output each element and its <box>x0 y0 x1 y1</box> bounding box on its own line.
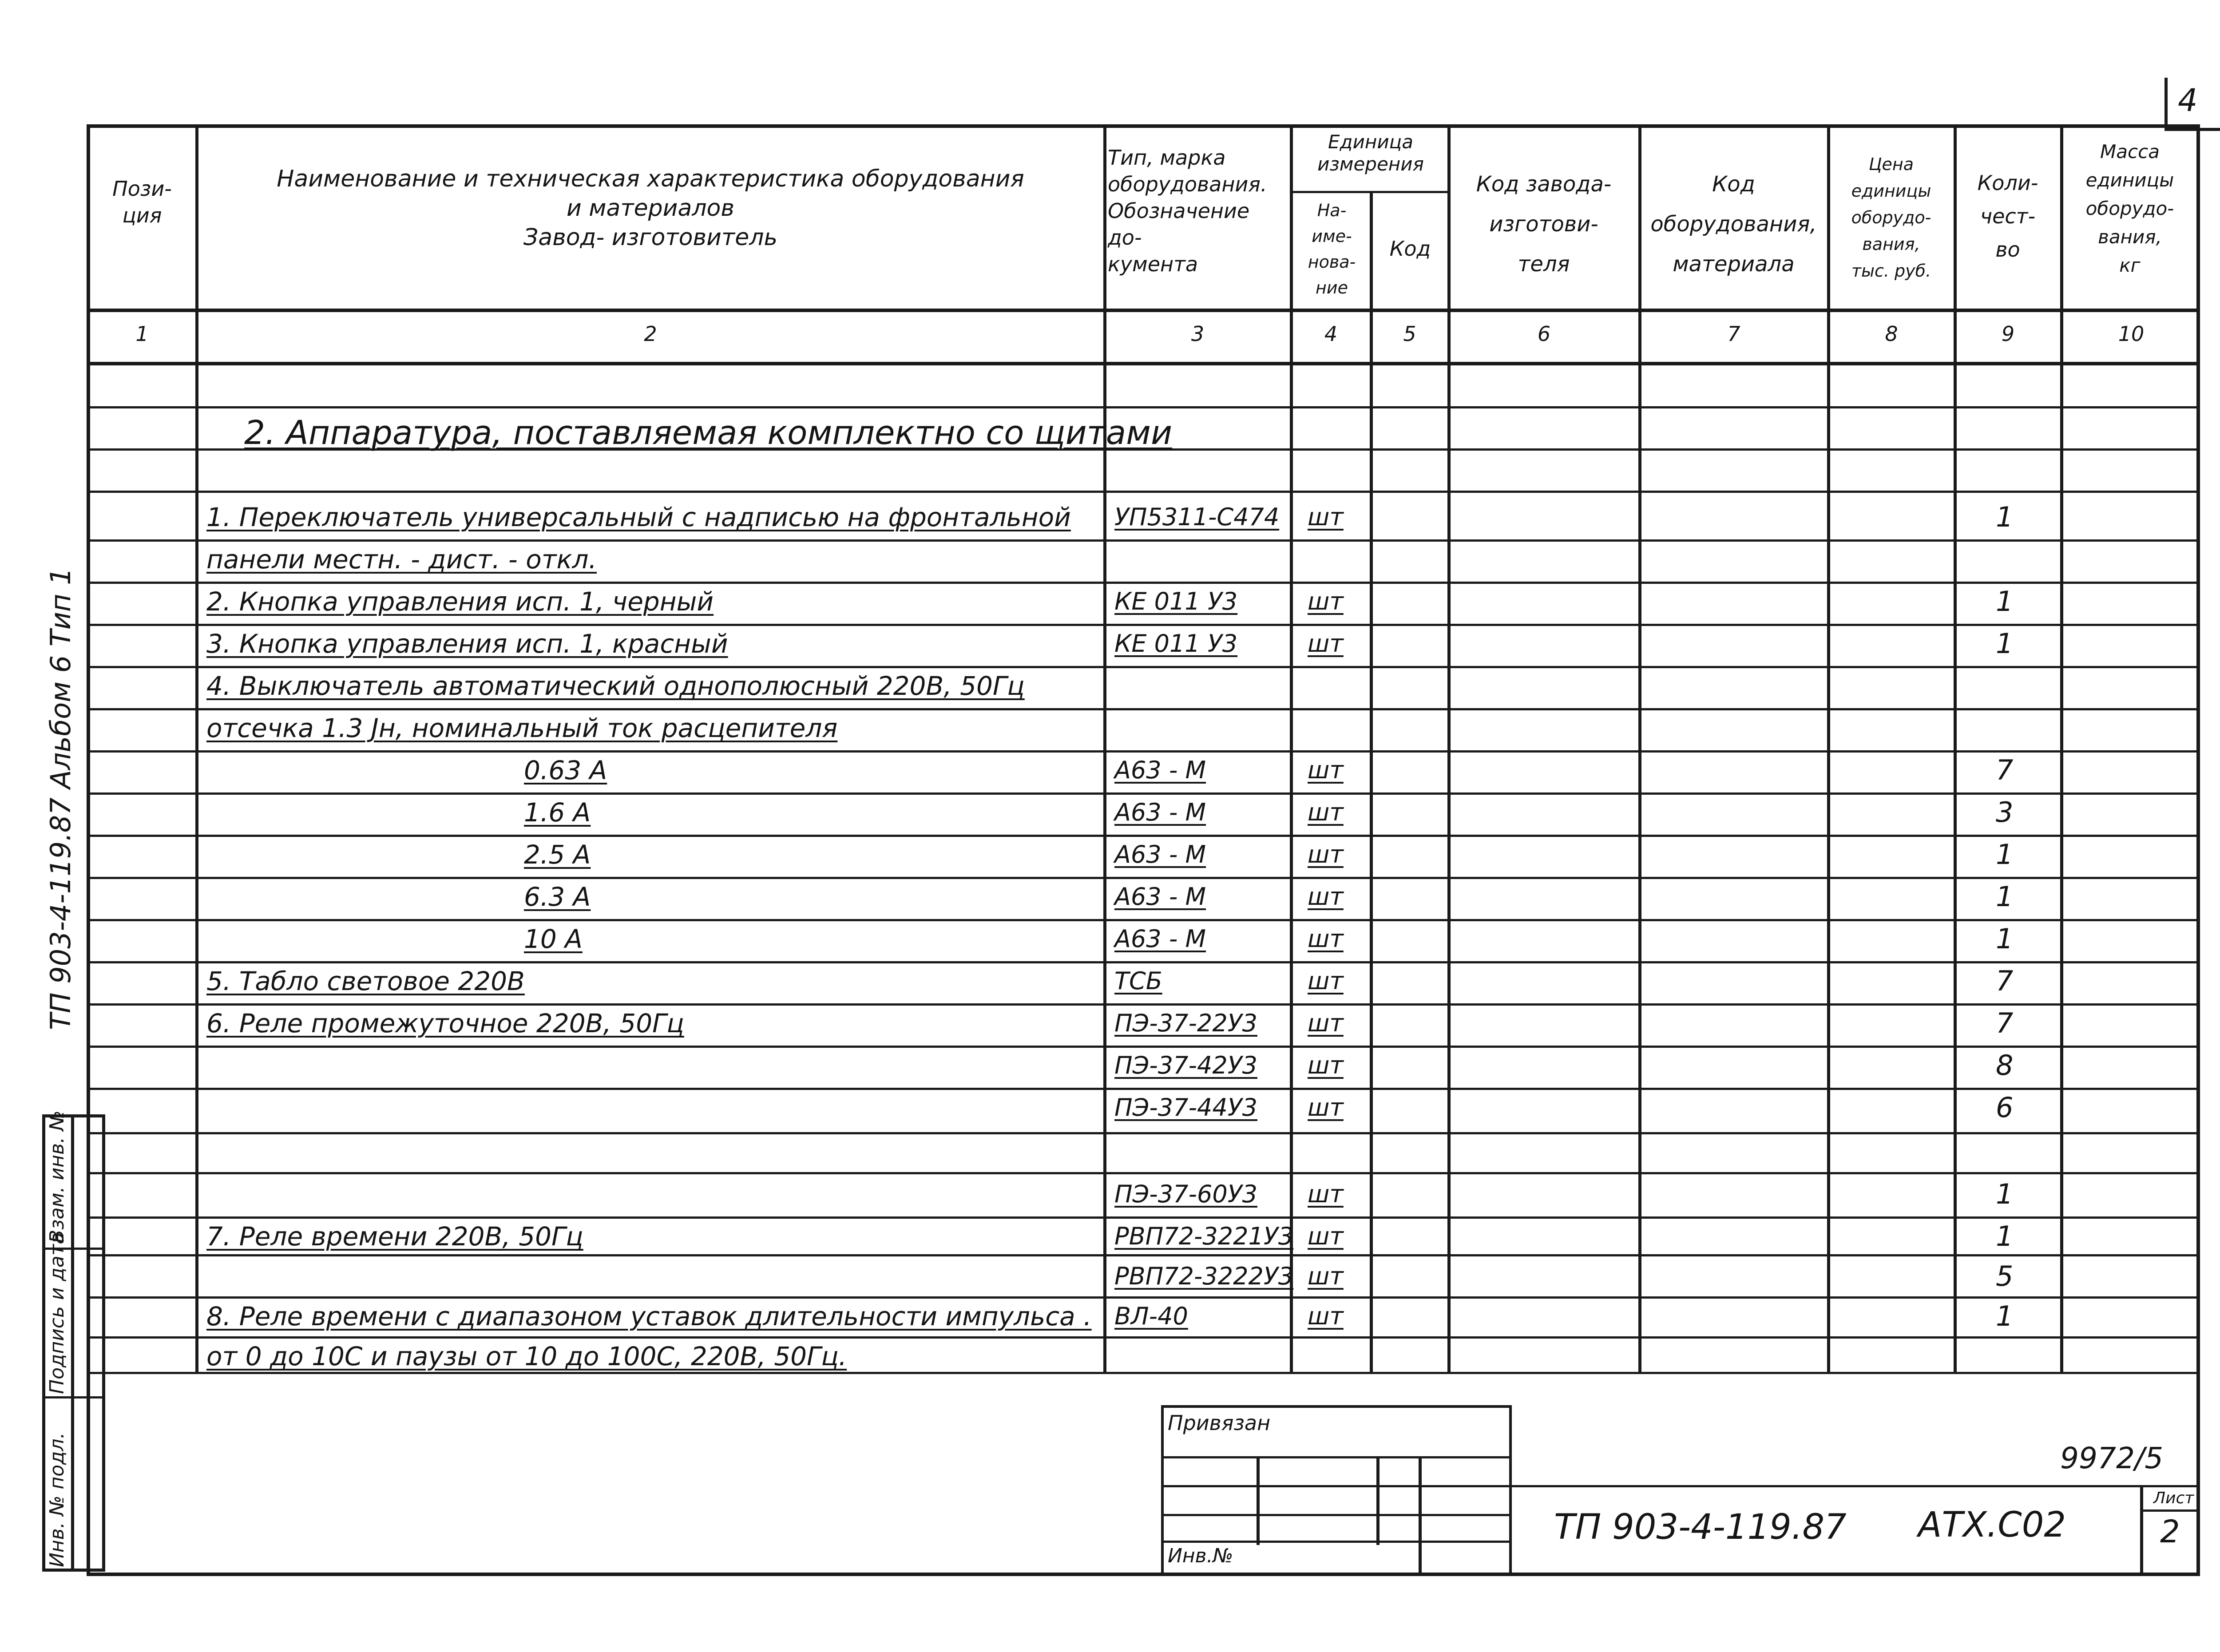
colnum-4: 4 <box>1324 322 1338 346</box>
side-document-label: ТП 903-4-119.87 Альбом 6 Тип 1 <box>44 567 77 1030</box>
header-plant-code: Код завода- изготови- теля <box>1476 172 1612 277</box>
archive-code: 9972/5 <box>2060 1441 2164 1475</box>
row-quantity: 1 <box>1996 880 2014 913</box>
row-name: 6. Реле промежуточное 220В, 50Гц <box>206 1008 684 1038</box>
row-name: 3. Кнопка управления исп. 1, красный <box>206 629 728 659</box>
colnum-3: 3 <box>1191 322 1205 346</box>
page-number: 4 <box>2178 82 2198 119</box>
row-divider <box>87 491 2200 493</box>
row-divider <box>87 1254 2200 1256</box>
row-unit: шт <box>1308 1262 1344 1290</box>
row-name: 4. Выключатель автоматический однополюсный 220В, 50Гц <box>206 671 1025 701</box>
inv-number-label: Инв.№ <box>1168 1545 1233 1567</box>
header-name: Наименование и техническая характеристика оборудования и материалов Завод- изготовитель <box>277 166 1024 251</box>
row-unit: шт <box>1308 1222 1344 1250</box>
row-name: 1.6 А <box>524 797 591 828</box>
row-unit: шт <box>1308 1180 1344 1208</box>
document-code: АТХ.С02 <box>1918 1505 2066 1545</box>
header-equipment-code: Код оборудования, материала <box>1650 172 1817 277</box>
row-unit: шт <box>1308 883 1344 911</box>
row-unit: шт <box>1308 1093 1344 1121</box>
row-name: 10 А <box>524 924 583 954</box>
row-name: 1. Переключатель универсальный с надписью на фронтальной <box>206 502 1071 532</box>
row-type: КЕ 011 У3 <box>1114 587 1238 615</box>
colnum-8: 8 <box>1885 322 1898 346</box>
row-name: 5. Табло световое 220В <box>206 966 525 996</box>
row-type: А63 - М <box>1114 840 1206 868</box>
row-type: А63 - М <box>1114 925 1206 953</box>
row-quantity: 7 <box>1996 754 2014 786</box>
row-unit: шт <box>1308 967 1344 995</box>
row-name: 8. Реле времени с диапазоном уставок длительности импульса . <box>206 1301 1092 1331</box>
row-unit: шт <box>1308 503 1344 531</box>
colnum-7: 7 <box>1727 322 1740 346</box>
row-divider <box>87 1172 2200 1174</box>
row-type: А63 - М <box>1114 798 1206 826</box>
header-price: Цена единицы оборудо- вания, тыс. руб. <box>1851 155 1931 281</box>
row-unit: шт <box>1308 1302 1344 1330</box>
stamp-podpis-data: Подпись и дата <box>46 1232 68 1394</box>
row-quantity: 3 <box>1996 796 2014 828</box>
row-type: А63 - М <box>1114 756 1206 784</box>
row-unit: шт <box>1308 1051 1344 1079</box>
header-position: Пози- ция <box>112 177 172 227</box>
header-unit-name: На- име- нова- ние <box>1308 201 1356 297</box>
row-quantity: 5 <box>1996 1260 2014 1292</box>
section-title: 2. Аппаратура, поставляемая комплектно со щитами <box>244 414 1173 452</box>
row-name: 6.3 А <box>524 882 591 912</box>
row-unit: шт <box>1308 840 1344 868</box>
row-type: А63 - М <box>1114 883 1206 911</box>
row-name: отсечка 1.3 Jн, номинальный ток расцепителя <box>206 713 838 743</box>
row-name: 2. Кнопка управления исп. 1, черный <box>206 586 714 617</box>
row-quantity: 1 <box>1996 1220 2014 1252</box>
row-divider <box>87 1132 2200 1134</box>
row-unit: шт <box>1308 756 1344 784</box>
row-name: панели местн. - дист. - откл. <box>206 544 597 574</box>
row-type: ПЭ-37-60У3 <box>1114 1180 1257 1208</box>
header-quantity: Коли- чест- во <box>1977 171 2038 261</box>
header-unit-code: Код <box>1389 237 1431 261</box>
privyazan-label: Привязан <box>1168 1411 1271 1435</box>
colnum-9: 9 <box>2001 322 2015 346</box>
row-name: 7. Реле времени 220В, 50Гц <box>206 1221 583 1252</box>
row-type: РВП72-3222У3 <box>1114 1262 1294 1290</box>
row-quantity: 7 <box>1996 965 2014 997</box>
row-quantity: 1 <box>1996 585 2014 618</box>
row-type: ТСБ <box>1114 967 1162 995</box>
header-unit: Единица измерения <box>1317 131 1424 175</box>
row-unit: шт <box>1308 630 1344 658</box>
row-quantity: 1 <box>1996 923 2014 955</box>
stamp-vzam-inv: Взам. инв. № <box>46 1110 68 1243</box>
colnum-5: 5 <box>1403 322 1416 346</box>
row-quantity: 1 <box>1996 501 2014 533</box>
row-quantity: 1 <box>1996 627 2014 660</box>
row-unit: шт <box>1308 798 1344 826</box>
row-quantity: 7 <box>1996 1007 2014 1039</box>
row-type: ПЭ-37-44У3 <box>1114 1093 1257 1121</box>
colnum-1: 1 <box>135 322 149 346</box>
row-quantity: 8 <box>1996 1049 2014 1082</box>
colnum-10: 10 <box>2118 322 2145 346</box>
header-mass: Масса единицы оборудо- вания, кг <box>2085 141 2174 276</box>
row-quantity: 1 <box>1996 1300 2014 1332</box>
row-unit: шт <box>1308 587 1344 615</box>
stamp-inv-podl: Инв. № подл. <box>46 1432 68 1567</box>
row-unit: шт <box>1308 1009 1344 1037</box>
row-name: 0.63 А <box>524 755 607 785</box>
row-type: УП5311-С474 <box>1114 503 1280 531</box>
sheet-number: 2 <box>2160 1513 2180 1550</box>
row-name: от 0 до 10С и паузы от 10 до 100С, 220В, 50Гц. <box>206 1341 847 1371</box>
sheet-label: Лист <box>2153 1489 2194 1507</box>
row-divider <box>87 406 2200 408</box>
document-number: ТП 903-4-119.87 <box>1554 1507 1847 1547</box>
colnum-6: 6 <box>1537 322 1551 346</box>
header-type: Тип, марка оборудования. Обозначение до- кумента <box>1108 146 1267 276</box>
row-quantity: 6 <box>1996 1091 2014 1124</box>
row-unit: шт <box>1308 925 1344 953</box>
row-type: КЕ 011 У3 <box>1114 630 1238 658</box>
row-quantity: 1 <box>1996 1178 2014 1210</box>
row-type: ВЛ-40 <box>1114 1302 1188 1330</box>
row-type: РВП72-3221У3 <box>1114 1222 1294 1250</box>
row-type: ПЭ-37-22У3 <box>1114 1009 1257 1037</box>
row-quantity: 1 <box>1996 838 2014 871</box>
row-type: ПЭ-37-42У3 <box>1114 1051 1257 1079</box>
colnum-2: 2 <box>644 322 657 346</box>
row-name: 2.5 А <box>524 840 591 870</box>
